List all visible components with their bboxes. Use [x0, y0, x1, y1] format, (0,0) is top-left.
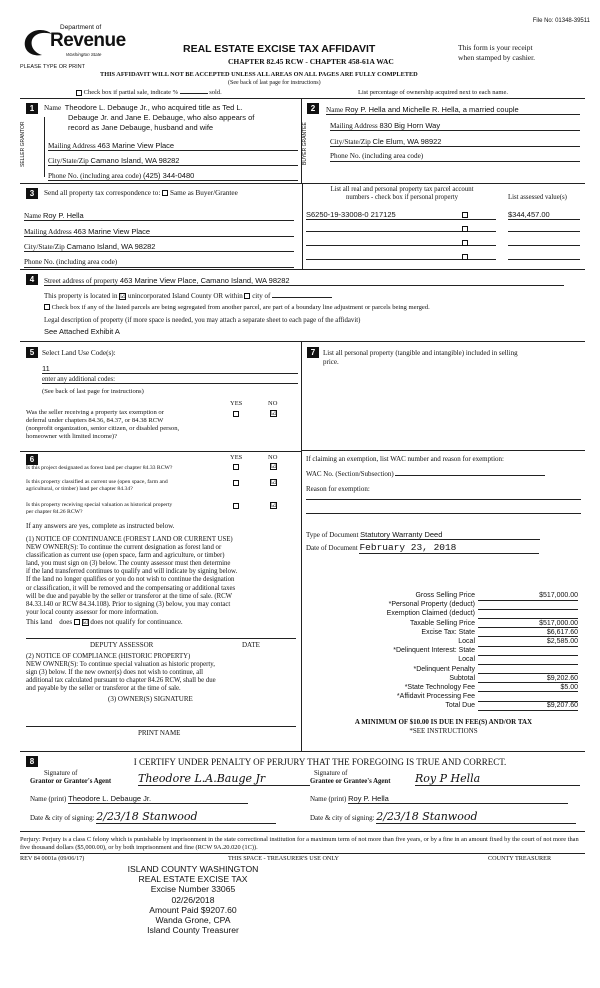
notice-of-compliance: [26, 653, 302, 693]
section-8-certification: 8 I CERTIFY UNDER PENALTY OF PERJURY THAT THE FOREGOING IS TRUE AND CORRECT. Signature of Grantor or Grantor's Agent Theodore L.A.Bauge Jr Signature of Grantee or Grantee's Agent Roy P Hella Name (print) Theodore L. Debauge Jr. Name (print) Roy P. Hella Date & city of signing: 2/23/18 Stanwood Date & city of signing: 2/23/18 Stanwood: [20, 751, 585, 831]
seller-phone: (425) 344-0480: [143, 171, 195, 180]
parcel-number: S6250-19-33008-0 217125: [306, 210, 496, 220]
personal-property-checkbox[interactable]: [462, 240, 468, 246]
notice-line: 84.33.140 or RCW 84.34.108). Prior to signing (3) below, you may contact: [26, 600, 231, 608]
fee-value: $9,202.60: [478, 675, 578, 684]
property-street-address: 463 Marine View Place, Camano Island, WA 98282: [119, 276, 290, 285]
please-type: PLEASE TYPE OR PRINT: [20, 64, 86, 70]
dor-logo: Department of Revenue Washington State: [20, 24, 130, 68]
forest-land-yes-checkbox[interactable]: [233, 464, 239, 470]
fee-value: $9,207.60: [478, 702, 578, 711]
notice-line: will be due and payable by the seller or transferor at the time of sale. (RCW: [26, 592, 233, 600]
fee-label: Exemption Claimed (deduct): [386, 610, 475, 618]
fee-label: *Affidavit Processing Fee: [396, 693, 475, 701]
notice-line: (1) NOTICE OF CONTINUANCE (FOREST LAND OR CURRENT USE): [26, 536, 233, 543]
notice-line: and payable by the seller or transferor at the time of sale.: [26, 685, 181, 693]
fee-label: Excise Tax: State: [421, 628, 475, 636]
city-checkbox[interactable]: [244, 293, 250, 299]
fee-value: [478, 666, 578, 675]
fee-row: [302, 684, 585, 693]
tax-contact-name: Roy P. Hella: [42, 211, 84, 220]
fee-value: $6,617.60: [478, 629, 578, 638]
fee-label: Subtotal: [449, 674, 475, 682]
notice-line: your local county assessor for more information.: [26, 608, 159, 616]
personal-property-checkbox[interactable]: [462, 226, 468, 232]
fee-value: [478, 647, 578, 656]
document-type: Statutory Warranty Deed: [360, 530, 540, 540]
fee-label: Taxable Selling Price: [410, 619, 475, 627]
segregated-checkbox[interactable]: [44, 304, 50, 310]
buyer-mailing-address: 830 Big Horn Way: [379, 121, 441, 130]
fee-label: Gross Selling Price: [415, 592, 475, 599]
fee-row: [302, 693, 585, 702]
notice-of-continuance: [26, 536, 302, 617]
fee-row: [302, 620, 585, 629]
historic-yes-checkbox[interactable]: [233, 503, 239, 509]
exemption-yes-checkbox[interactable]: [233, 411, 239, 417]
fee-row: [302, 656, 585, 665]
stamp-line: 02/26/2018: [171, 894, 215, 905]
fee-label: Local: [458, 637, 475, 645]
fee-value: [478, 693, 578, 702]
notice-line: land, you must sign on (3) below. The county assessor must then determine: [26, 560, 231, 568]
unincorporated-checkbox[interactable]: ☑: [120, 292, 126, 300]
notice-line: NEW OWNER(S): To continue special valuation as historic property,: [26, 661, 215, 669]
partial-sale-checkbox[interactable]: [76, 90, 82, 96]
does-not-checkbox[interactable]: ☑: [82, 618, 88, 626]
fee-value: $5.00: [478, 684, 578, 693]
fee-row: [302, 666, 585, 675]
stamp-line: Island County Treasurer: [147, 925, 239, 936]
fee-value: $517,000.00: [478, 620, 578, 629]
certification-statement: I CERTIFY UNDER PENALTY OF PERJURY THAT THE FOREGOING IS TRUE AND CORRECT.: [133, 757, 507, 767]
notice-line: If the land no longer qualifies or you do not wish to continue the designation: [26, 576, 235, 584]
tax-contact-city: Camano Island, WA 98282: [66, 242, 156, 251]
fee-label: Total Due: [445, 702, 475, 710]
page-subtitle: CHAPTER 82.45 RCW - CHAPTER 458-61A WAC: [228, 57, 394, 66]
exemption-no-checkbox[interactable]: ☑: [271, 410, 277, 417]
notice-line: additional tax calculated pursuant to chapter 84.26 RCW, shall be due: [26, 677, 216, 685]
fee-table: [302, 592, 585, 711]
partial-sale: Check box if partial sale, indicate % sold.: [76, 89, 222, 96]
notice-line: or classification, it will be removed and the compensating or additional taxes: [26, 584, 236, 592]
notice-line: NEW OWNER(S): To continue the current designation as forest land or: [26, 544, 222, 552]
grantee-date-city: 2/23/18 Stanwood: [376, 810, 576, 824]
treasurer-stamp: [98, 864, 288, 935]
fee-row: [302, 702, 585, 711]
section-5-land-use: 5 Select Land Use Code(s): 11 enter any additional codes: (See back of last page for instructions) YES NO Was the seller receiving a property tax exemption or deferral under chapters 84.36, 84.37, or 84.38 RCW (nonprofit organization, senior citizen, or disabled person, homeowner with limited income)? ☑: [20, 341, 302, 451]
fee-label: *Delinquent Penalty: [413, 665, 475, 673]
fee-row: [302, 675, 585, 684]
grantor-name-print: Theodore L. Debauge Jr.: [68, 794, 248, 804]
minimum-notice: A MINIMUM OF $10.00 IS DUE IN FEE(S) AND/OR TAX: [354, 718, 533, 726]
assessed-value: $344,457.00: [508, 210, 580, 220]
fee-label: Local: [458, 656, 475, 664]
fee-row: [302, 629, 585, 638]
section-3-correspondence: 3 Send all property tax correspondence to: Same as Buyer/Grantee Name Roy P. Hella Mailing Address 463 Marine View Place City/State/Zip Camano Island, WA 98282 Phone No. (including area code) List all real and personal property tax parcel account numbers - check box if personal property List assessed value(s) S6250-19-33008-0 217125 $344,457.00: [20, 183, 585, 269]
logo-name: Revenue: [50, 30, 126, 51]
land-use-code: 11: [42, 364, 298, 374]
current-use-no-checkbox[interactable]: ☑: [271, 479, 277, 486]
stamp-line: Amount Paid $9207.60: [149, 904, 237, 915]
fee-row: [302, 638, 585, 647]
section-4-property: 4 Street address of property 463 Marine View Place, Camano Island, WA 98282 This property is located in ☑ unincorporated Island County OR within city of Check box if any of the listed parcels are being segregated from another parcel, are part of a boundary line adjustment or parcels being merged. Legal description of property (if more space is needed, you may attach a separate sheet to each page of the affidavit) See Attached Exhibit A: [20, 269, 585, 341]
fee-label: *Delinquent Interest: State: [393, 647, 475, 655]
notice-line: classification as current use (open space, farm and agriculture, or timber): [26, 552, 225, 560]
does-checkbox[interactable]: [74, 619, 80, 625]
grantor-date-city: 2/23/18 Stanwood: [96, 810, 276, 824]
grantee-name-print: Roy P. Hella: [348, 794, 568, 804]
forest-land-no-checkbox[interactable]: ☑: [271, 463, 277, 470]
section-6-forest-land: 6 YES NO Is this project designated as forest land per chapter 84.33 RCW? ☑ Is this property classified as current use (open space, farm and agricultural, or timber) land per chapter 84.34? ☑ Is this property receiving special valuation as historical property per chapter 84.26 RCW? ☑ If any answers are yes, complete as instructed below. (1) NOTICE OF CONTINUANCE (FOREST LAND OR CURRENT USE) NEW OWNER(S): To continue the current designation as forest land or classification as current use (open space, farm and agriculture, or timber) land, you must sign on (3) below. The county assessor must then determine if the land transferred continues to qualify and will indicate by signing below. If the land no longer qualifies or you do not wish to continue the designation or classification, it will be removed and the compensating or additional taxes will be due and payable by the seller or transferor at the time of sale. (RCW 84.33.140 or RCW 84.34.108). Prior to signing (3) below, you may contact your local county assessor for more information. This land does ☑ does not qualify for continuance. DEPUTY ASSESSOR DATE (2) NOTICE OF COMPLIANCE (HISTORIC PROPERTY) NEW OWNER(S): To continue special valuation as historic property, sign (3) below. If the new owner(s) does not wish to continue, all additional tax calculated pursuant to chapter 84.26 RCW, shall be due and payable by the seller or transferor at the time of sale. (3) OWNER(S) SIGNATURE PRINT NAME: [20, 451, 302, 751]
buyer-name: Roy P. Hella and Michelle R. Hella, a married couple: [344, 105, 519, 114]
document-date: February 23, 2018: [359, 542, 539, 554]
section-1-seller: 1 SELLER GRANTOR Name Theodore L. Debauge Jr., who acquired title as Ted L. Debauge Jr. and Jane E. Debauge, who also appears of record as Jane Debauge, husband and wife Mailing Address 463 Marine View Place City/State/Zip Camano Island, WA 98282 Phone No. (including area code) (425) 344-0480: [20, 98, 302, 183]
grantor-signature[interactable]: Theodore L.A.Bauge Jr: [138, 772, 310, 786]
fee-value: [478, 610, 578, 619]
same-as-buyer-checkbox[interactable]: [162, 190, 168, 196]
page-title: REAL ESTATE EXCISE TAX AFFIDAVIT: [183, 43, 376, 55]
perjury-notice: Perjury: Perjury is a class C felony which is punishable by imprisonment in the state correctional institution for a maximum term of not more than five years, or by a fine in an amount fixed by the court of not more than five thousand dollars ($5,000.00), or by both imprisonment and fine (RCW 9A.20.020 (1C)).: [20, 836, 579, 851]
grantee-signature[interactable]: Roy P Hella: [415, 772, 580, 786]
current-use-yes-checkbox[interactable]: [233, 480, 239, 486]
stamp-line: Excise Number 33065: [150, 884, 236, 895]
tax-contact-address: 463 Marine View Place: [73, 227, 151, 236]
fee-row: [302, 601, 585, 610]
seller-city: Camano Island, WA 98282: [90, 156, 180, 165]
legal-description: See Attached Exhibit A: [44, 327, 120, 336]
personal-property-checkbox[interactable]: [462, 212, 468, 218]
form-revision: REV 84 0001a (09/06/17): [20, 855, 85, 862]
fee-row: [302, 647, 585, 656]
warning-banner: THIS AFFIDAVIT WILL NOT BE ACCEPTED UNLESS ALL AREAS ON ALL PAGES ARE FULLY COMPLETED: [100, 71, 418, 78]
fee-row: [302, 610, 585, 619]
fee-row: [302, 592, 585, 601]
notice-line: sign (3) below. If the new owner(s) does not wish to continue, all: [26, 669, 203, 677]
stamp-line: ISLAND COUNTY WASHINGTON: [127, 864, 259, 874]
stamp-line: Wanda Grone, CPA: [155, 915, 231, 926]
section-7-fees: 7 List all personal property (tangible and intangible) included in selling price. If claiming an exemption, list WAC number and reason for exemption: WAC No. (Section/Subsection) Reason for exemption: Type of Document Statutory Warranty Deed Date of Document February 23, 2018 Gross Selling Price $517,000.00 *Personal Property (deduct) Exemption Claimed (deduct) Taxable Selling Price $517,000.00 Excise Tax: State $6,617.60 Local $2,585.00 *Delinquent Interest: State Local *Delinquent Penalty Subtotal $9,202.60 *State Technology Fee $5.00 *Affidavit Processing Fee Total Due $9,207.60 A MINIMUM OF $10.00 IS DUE IN FEE(S) AND/OR TAX *SEE INSTRUCTIONS: [302, 341, 585, 751]
historic-no-checkbox[interactable]: ☑: [271, 502, 277, 509]
seller-mailing-address: 463 Marine View Place: [97, 141, 175, 150]
section-2-buyer: 2 BUYER GRANTEE Name Roy P. Hella and Michelle R. Hella, a married couple Mailing Address 830 Big Horn Way City/State/Zip Cle Elum, WA 98922 Phone No. (including area code): [302, 98, 585, 183]
fee-value: $2,585.00: [478, 638, 578, 647]
notice-line: (2) NOTICE OF COMPLIANCE (HISTORIC PROPERTY): [26, 653, 191, 660]
fee-value: [478, 656, 578, 665]
file-number: File No: 01348-39511: [532, 18, 590, 24]
fee-label: *Personal Property (deduct): [388, 601, 475, 609]
fee-value: [478, 601, 578, 610]
fee-label: *State Technology Fee: [404, 683, 475, 691]
buyer-city: Cle Elum, WA 98922: [372, 137, 442, 146]
fee-value: $517,000.00: [478, 592, 578, 601]
personal-property-checkbox[interactable]: [462, 254, 468, 260]
notice-line: if the land transferred continues to qualify and will indicate by signing below.: [26, 568, 238, 576]
seller-name-line-1: Theodore L. Debauge Jr., who acquired title as Ted L.: [64, 103, 243, 112]
stamp-line: REAL ESTATE EXCISE TAX: [138, 874, 248, 885]
